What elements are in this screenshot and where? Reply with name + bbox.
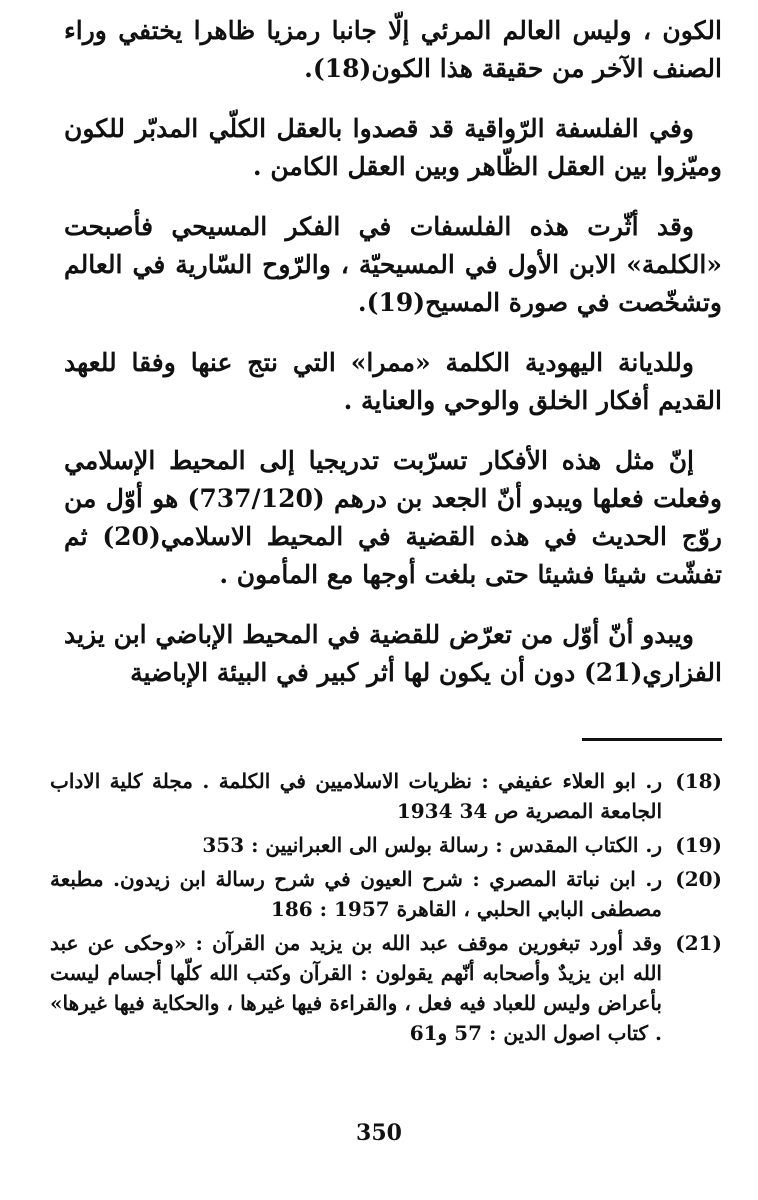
footnote-text: ر. الكتاب المقدس : رسالة بولس الى العبرانيين : 353 xyxy=(202,833,662,857)
footnote-number: (18) xyxy=(675,769,722,793)
footnote-text: وقد أورد تبغورين موقف عبد الله بن يزيد من القرآن : «وحكى عن عبد الله ابن يزيدٌ وأصحابه أنّهم يقولون : القرآن وكتب الله كلّها أجسام ليست بأعراض وليس للعباد فيه فعل ، والقراءة فيها غيرها ، والحكاية فيها غيرها» . كتاب اصول الدين : 57 و61 xyxy=(50,931,662,1045)
paragraph: ويبدو أنّ أوّل من تعرّض للقضية في المحيط الإباضي ابن يزيد الفزاري(21) دون أن يكون لها أثر كبير في البيئة الإباضية xyxy=(64,620,722,687)
footnotes xyxy=(50,766,722,1052)
footnote-number: (21) xyxy=(675,931,722,955)
footnote-text: ر. ابو العلاء عفيفي : نظريات الاسلاميين في الكلمة . مجلة كلية الاداب الجامعة المصرية ص 34 1934 xyxy=(50,769,662,823)
footnote-number: (20) xyxy=(675,867,722,891)
paragraph: الكون ، وليس العالم المرئي إلّا جانبا رمزيا ظاهرا يختفي وراء الصنف الآخر من حقيقة هذا الكون(18). xyxy=(64,16,722,83)
footnote-number: (19) xyxy=(675,833,722,857)
footnote-text: ر. ابن نباتة المصري : شرح العيون في شرح رسالة ابن زيدون. مطبعة مصطفى البابي الحلبي ، القاهرة 1957 : 186 xyxy=(50,867,662,921)
footnote xyxy=(50,830,722,860)
footnote xyxy=(50,864,722,924)
paragraph: وللديانة اليهودية الكلمة «ممرا» التي نتج عنها وفقا للعهد القديم أفكار الخلق والوحي والعناية . xyxy=(64,348,722,415)
page-number: 350 xyxy=(356,1120,402,1146)
paragraph: إنّ مثل هذه الأفكار تسرّبت تدريجيا إلى المحيط الإسلامي وفعلت فعلها ويبدو أنّ الجعد بن درهم (737/120) هو أوّل من روّج الحديث في هذه القضية في المحيط الاسلامي(20) ثم تفشّت شيئا فشيئا حتى بلغت أوجها مع المأمون . xyxy=(64,446,722,589)
footnote xyxy=(50,766,722,826)
paragraph: وفي الفلسفة الرّواقية قد قصدوا بالعقل الكلّي المدبّر للكون وميّزوا بين العقل الظّاهر وبين العقل الكامن . xyxy=(64,114,722,181)
main-text xyxy=(64,12,722,714)
footnote-separator xyxy=(582,738,722,741)
paragraph: وقد أثّرت هذه الفلسفات في الفكر المسيحي فأصبحت «الكلمة» الابن الأول في المسيحيّة ، والرّوح السّارية في العالم وتشخّصت في صورة المسيح(19). xyxy=(64,212,722,317)
footnote xyxy=(50,928,722,1048)
